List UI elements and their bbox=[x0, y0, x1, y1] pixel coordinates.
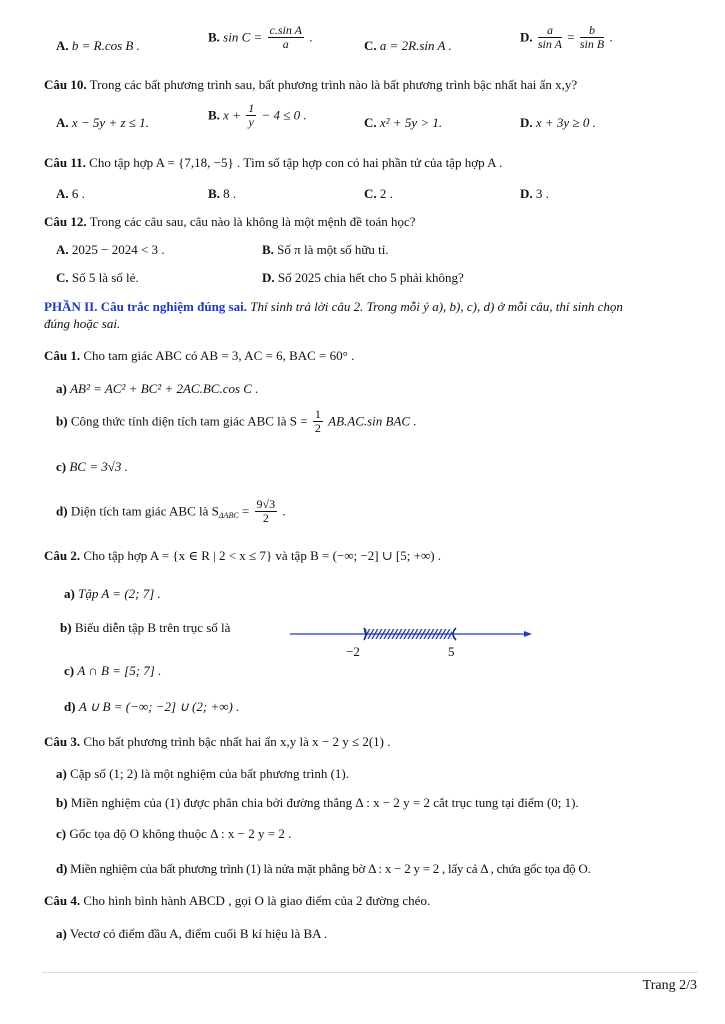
q10-option-b: B. x + $\frac{1}{y}$ − 4 ≤ 0 . bbox=[208, 101, 307, 129]
q12-stem: Câu 12. Trong các câu sau, câu nào là không là một mệnh đề toán học? bbox=[44, 214, 416, 229]
q10-option-d: D. x + 3y ≥ 0 . bbox=[520, 115, 596, 130]
q12-option-b: B. Số π là một số hữu tỉ. bbox=[262, 242, 389, 257]
p2-statement-b: b) Biểu diễn tập B trên trục số là bbox=[60, 620, 231, 635]
q9-option-a: A. b = R.cos B . bbox=[56, 38, 140, 53]
p2-statement-c: c) A ∩ B = [5; 7] . bbox=[64, 663, 162, 678]
part2-instruction-cont: đúng hoặc sai. bbox=[44, 316, 121, 331]
footer-divider bbox=[42, 972, 698, 973]
q12-option-a: A. 2025 − 2024 < 3 . bbox=[56, 242, 165, 257]
p1-statement-b: b) Công thức tính diện tích tam giác ABC là S = $\frac{1}{2}$ AB.AC.sin BAC . bbox=[56, 407, 417, 435]
p2-stem: Câu 2. Cho tập hợp A = {x ∈ R | 2 < x ≤ 7} và tập B = (−∞; −2] ∪ [5; +∞) . bbox=[44, 548, 442, 563]
q10-option-a: A. x − 5y + z ≤ 1. bbox=[56, 115, 149, 130]
p2-statement-a: a) Tập A = (2; 7] . bbox=[64, 586, 161, 601]
q12-option-d: D. Số 2025 chia hết cho 5 phải không? bbox=[262, 270, 464, 285]
p3-statement-c: c) Gốc tọa độ O không thuộc Δ : x − 2 y = 2 . bbox=[56, 826, 292, 841]
p1-statement-d: d) Diện tích tam giác ABC là $S_{\Delta ABC}$ = $\frac{9√3}{2}$ . bbox=[56, 497, 286, 525]
q11-option-b: B. 8 . bbox=[208, 186, 237, 201]
page-number: Trang 2/3 bbox=[642, 978, 697, 993]
p2-statement-d: d) A ∪ B = (−∞; −2] ∪ (2; +∞) . bbox=[64, 699, 240, 714]
p3-stem: Câu 3. Cho bất phương trình bậc nhất hai ẩn x,y là x − 2 y ≤ 2(1) . bbox=[44, 734, 391, 749]
q9-option-b: B. sin C = $\frac{\text{c.sin A}}{a}$ . bbox=[208, 23, 313, 51]
q10-option-c: C. x² + 5y > 1. bbox=[364, 115, 443, 130]
p4-stem: Câu 4. Cho hình bình hành ABCD , gọi O là giao điểm của 2 đường chéo. bbox=[44, 893, 431, 908]
p1-statement-a: a) AB² = AC² + BC² + 2AC.BC.cos C . bbox=[56, 381, 259, 396]
p1-statement-c: c) BC = 3√3 . bbox=[56, 459, 128, 474]
q12-option-c: C. Số 5 là số lẻ. bbox=[56, 270, 139, 285]
axis-label-minus2: −2 bbox=[346, 644, 360, 659]
hatched-excluded-region bbox=[364, 629, 452, 639]
q11-option-a: A. 6 . bbox=[56, 186, 85, 201]
p4-statement-a: a) Vectơ có điểm đầu A, điểm cuối B kí hiệu là BA . bbox=[56, 926, 328, 941]
p1-stem: Câu 1. Cho tam giác ABC có AB = 3, AC = 6, BAC = 60° . bbox=[44, 348, 355, 363]
p3-statement-d: d) Miền nghiệm của bất phương trình (1) là nửa mặt phẳng bờ Δ : x − 2 y = 2 , lấy cả Δ , chứa gốc tọa độ O. bbox=[56, 861, 591, 876]
p3-statement-a: a) Cặp số (1; 2) là một nghiệm của bất phương trình (1). bbox=[56, 766, 350, 781]
q9-option-c: C. a = 2R.sin A . bbox=[364, 38, 452, 53]
q11-option-d: D. 3 . bbox=[520, 186, 549, 201]
arrow-right-icon bbox=[524, 631, 532, 637]
part2-header: PHẦN II. Câu trắc nghiệm đúng sai. Thí sinh trả lời câu 2. Trong mỗi ý a), b), c), d) ở mỗi câu, thí sinh chọn bbox=[44, 299, 623, 314]
axis-label-5: 5 bbox=[448, 644, 455, 659]
q11-option-c: C. 2 . bbox=[364, 186, 393, 201]
q9-option-d: D. $\frac{a}{\text{sin A}}$ = $\frac{b}{\text{sin B}}$ . bbox=[520, 23, 613, 51]
number-line-diagram bbox=[286, 620, 538, 664]
q11-stem: Câu 11. Cho tập hợp A = {7,18, −5} . Tìm số tập hợp con có hai phần tử của tập hợp A . bbox=[44, 155, 503, 170]
q10-stem: Câu 10. Trong các bất phương trình sau, bất phương trình nào là bất phương trình bậc nhất hai ẩn x,y? bbox=[44, 77, 578, 92]
p3-statement-b: b) Miền nghiệm của (1) được phân chia bởi đường thẳng Δ : x − 2 y = 2 cắt trục tung tại điểm (0; 1). bbox=[56, 795, 579, 810]
